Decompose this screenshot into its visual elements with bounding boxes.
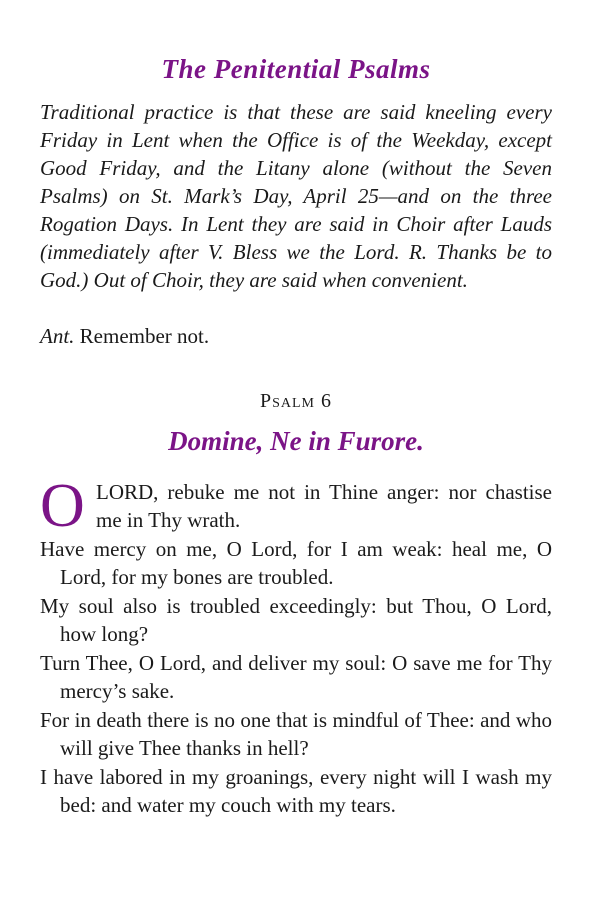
psalm-title: Domine, Ne in Furore. [168, 426, 424, 456]
psalm-verses [40, 472, 552, 819]
verse: My soul also is troubled exceedingly: but Thou, O Lord, how long? [40, 594, 552, 646]
page-content [40, 52, 552, 820]
rubric-instructions: Traditional practice is that these are said kneeling every Friday in Lent when the Office is of the Weekday, except Good Friday, and the Litany alone (without the Seven Psalms) on St. Mark’s Day, April 25—and on the three Rogation Days. In Lent they are said in Choir after Lauds (immediately after V. Bless we the Lord. R. Thanks be to God.) Out of Choir, they are said when convenient. [40, 100, 552, 292]
verse: Turn Thee, O Lord, and deliver my soul: O save me for Thy mercy’s sake. [40, 651, 552, 703]
verse: I have labored in my groanings, every night will I wash my bed: and water my couch with my tears. [40, 765, 552, 817]
antiphon-label: Ant. [40, 324, 75, 348]
verse-first [40, 472, 552, 540]
verse: Have mercy on me, O Lord, for I am weak: heal me, O Lord, for my bones are troubled. [40, 537, 552, 589]
antiphon-text: Remember not. [79, 324, 210, 348]
antiphon [40, 322, 552, 350]
psalm-number: Psalm 6 [259, 390, 333, 412]
verse-first-text: LORD, rebuke me not in Thine anger: nor chastise me in Thy wrath. [96, 480, 552, 532]
verse: For in death there is no one that is mindful of Thee: and who will give Thee thanks in hell? [40, 708, 552, 760]
page-title: The Penitential Psalms [161, 54, 431, 84]
dropcap: O [40, 472, 85, 540]
